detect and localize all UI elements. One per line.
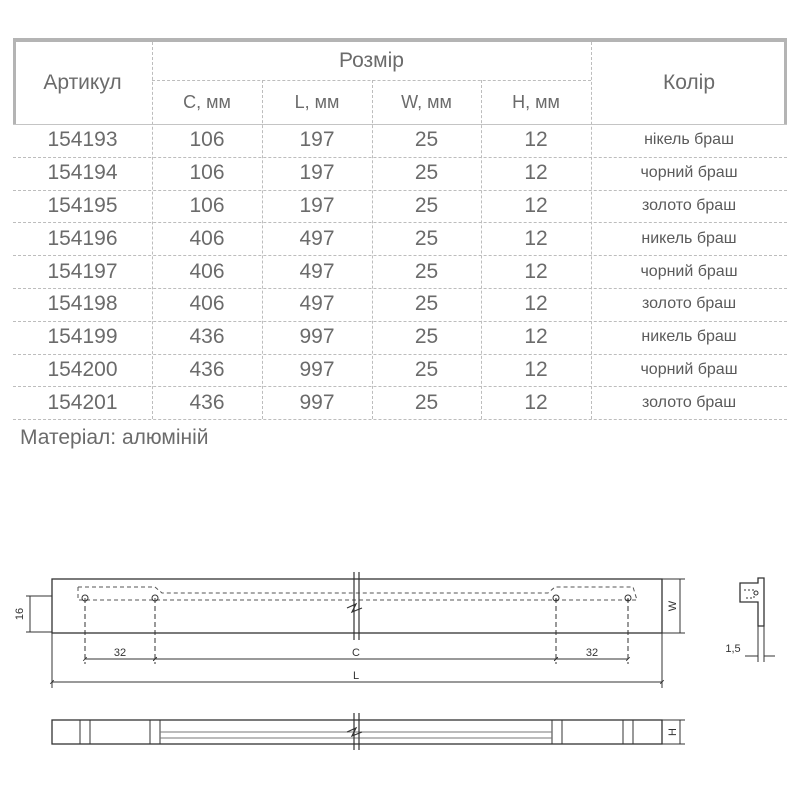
header-color: Колір <box>662 71 716 94</box>
cell-l: 197 <box>299 161 335 185</box>
cell-color: никель браш <box>641 229 737 247</box>
cell-h: 12 <box>524 259 548 283</box>
dim-length-label: L <box>352 670 360 682</box>
cell-article: 154193 <box>47 128 118 152</box>
cell-h: 12 <box>524 357 548 381</box>
dimension-lines <box>26 579 685 682</box>
cell-w: 25 <box>414 390 439 414</box>
cell-l: 197 <box>299 128 335 152</box>
cell-c: 406 <box>189 226 225 250</box>
cell-c: 436 <box>189 325 225 349</box>
header-h: H, мм <box>512 91 560 112</box>
cell-article: 154198 <box>47 292 118 316</box>
cell-h: 12 <box>524 128 548 152</box>
cell-l: 497 <box>299 292 335 316</box>
cell-w: 25 <box>414 193 439 217</box>
cell-w: 25 <box>414 292 439 316</box>
header-l: L, мм <box>294 91 340 112</box>
cell-h: 12 <box>524 325 548 349</box>
dim-height-label: 16 <box>14 607 26 621</box>
header-w: W, мм <box>401 91 452 112</box>
cell-c: 106 <box>189 128 225 152</box>
dim-width-label: W <box>667 600 679 612</box>
cell-l: 997 <box>299 390 335 414</box>
dim-center-label: C <box>352 647 360 659</box>
dim-h-label: H <box>667 728 679 736</box>
cell-w: 25 <box>414 128 439 152</box>
cell-h: 12 <box>524 193 548 217</box>
cell-w: 25 <box>414 226 439 250</box>
cell-color: чорний браш <box>640 262 738 280</box>
cell-article: 154194 <box>47 161 118 185</box>
cell-c: 406 <box>189 259 225 283</box>
cell-c: 436 <box>189 357 225 381</box>
cell-article: 154201 <box>47 390 118 414</box>
cell-w: 25 <box>414 357 439 381</box>
cell-h: 12 <box>524 292 548 316</box>
cell-color: чорний браш <box>640 164 738 182</box>
header-article: Артикул <box>43 71 122 94</box>
row-divider <box>13 419 787 420</box>
cell-article: 154196 <box>47 226 118 250</box>
cell-color: чорний браш <box>640 360 738 378</box>
cell-l: 497 <box>299 259 335 283</box>
header-c: C, мм <box>183 91 231 112</box>
material-note: Матеріал: алюміній <box>20 426 209 449</box>
cell-h: 12 <box>524 226 548 250</box>
cell-h: 12 <box>524 390 548 414</box>
spec-table <box>13 38 787 419</box>
dim-thickness-label: 1,5 <box>725 643 741 655</box>
cell-c: 406 <box>189 292 225 316</box>
cell-color: золото браш <box>641 196 737 214</box>
cell-l: 997 <box>299 325 335 349</box>
cell-c: 436 <box>189 390 225 414</box>
cell-l: 497 <box>299 226 335 250</box>
dim-offset-left-label: 32 <box>113 647 127 659</box>
cell-w: 25 <box>414 259 439 283</box>
bottom-view <box>52 713 685 750</box>
header-size-group: Розмір <box>339 49 404 72</box>
cell-article: 154197 <box>47 259 118 283</box>
cell-w: 25 <box>414 325 439 349</box>
cell-article: 154199 <box>47 325 118 349</box>
cell-article: 154200 <box>47 357 118 381</box>
technical-drawing <box>0 560 800 800</box>
cell-c: 106 <box>189 193 225 217</box>
cell-color: золото браш <box>641 295 737 313</box>
dim-offset-right-label: 32 <box>585 647 599 659</box>
side-profile-view <box>740 578 775 662</box>
cell-color: нікель браш <box>644 131 734 149</box>
cell-color: золото браш <box>641 393 737 411</box>
cell-c: 106 <box>189 161 225 185</box>
cell-article: 154195 <box>47 193 118 217</box>
cell-h: 12 <box>524 161 548 185</box>
cell-l: 997 <box>299 357 335 381</box>
cell-color: никель браш <box>641 328 737 346</box>
cell-l: 197 <box>299 193 335 217</box>
cell-w: 25 <box>414 161 439 185</box>
